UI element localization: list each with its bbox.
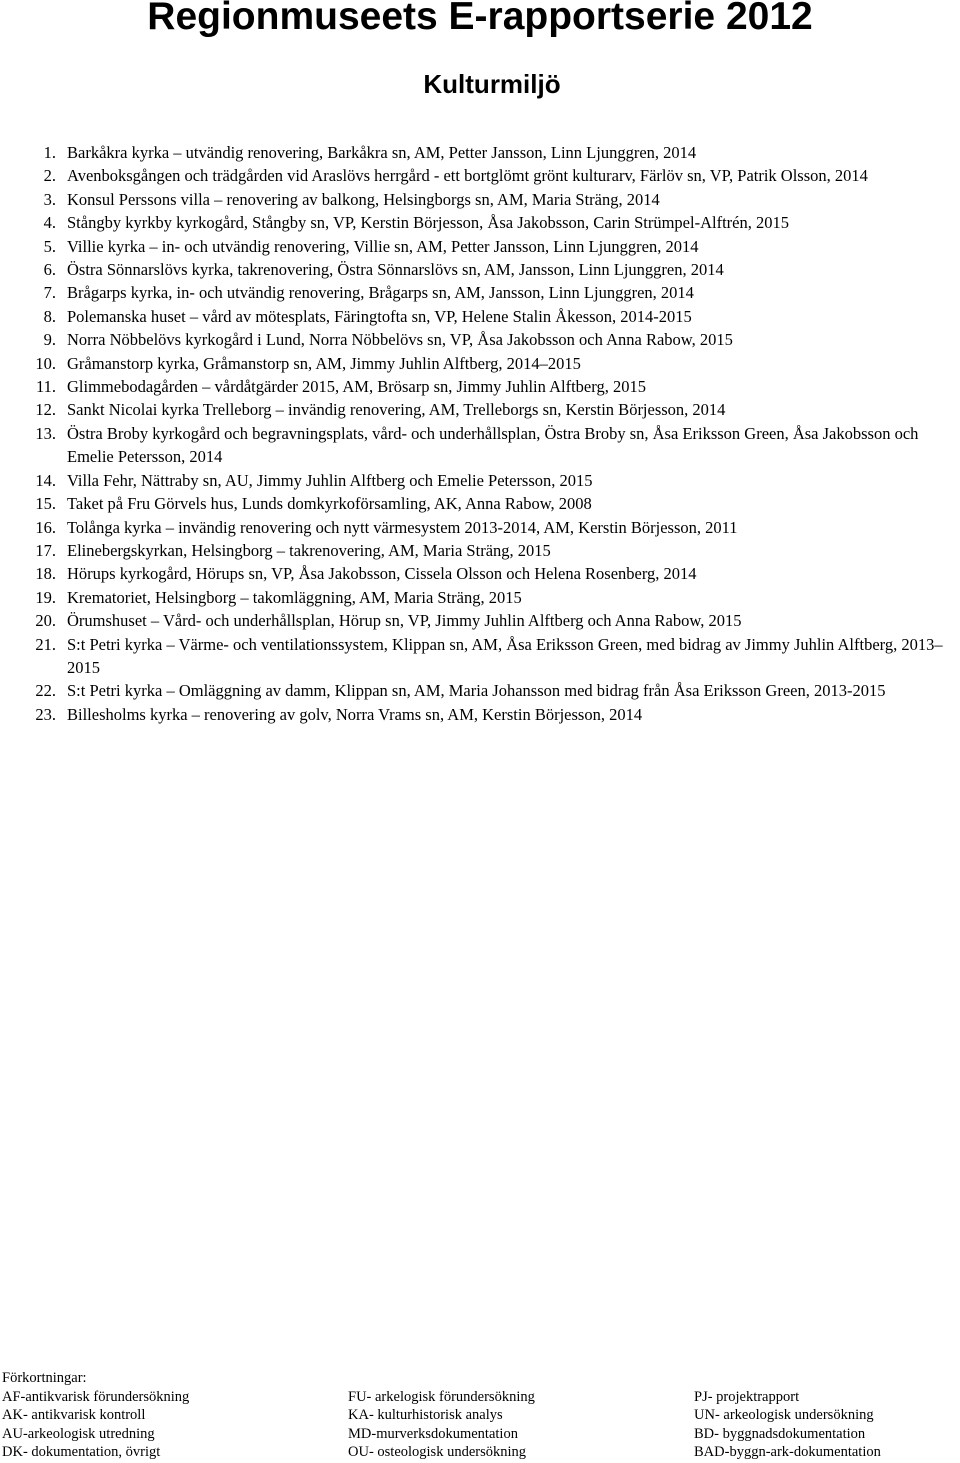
report-list-item xyxy=(0,258,960,281)
report-item-number: 14. xyxy=(35,470,56,490)
abbreviations-column xyxy=(694,1388,960,1462)
report-item-text: Östra Sönnarslövs kyrka, takrenovering, Östra Sönnarslövs sn, AM, Jansson, Linn Ljunggren, 2014 xyxy=(67,260,724,280)
report-item-text: Örumshuset – Vård- och underhållsplan, Hörup sn, VP, Jimmy Juhlin Alftberg och Anna Rabow, 2015 xyxy=(67,611,742,631)
report-item-text: Glimmebodagården – vårdåtgärder 2015, AM, Brösarp sn, Jimmy Juhlin Alftberg, 2015 xyxy=(67,377,646,397)
report-item-text: Elinebergskyrkan, Helsingborg – takrenovering, AM, Maria Sträng, 2015 xyxy=(67,540,551,560)
report-list-item xyxy=(0,211,960,234)
abbreviation-entry: DK- dokumentation, övrigt xyxy=(2,1444,161,1461)
report-item-text: Taket på Fru Görvels hus, Lunds domkyrkoförsamling, AK, Anna Rabow, 2008 xyxy=(67,494,592,514)
report-item-number: 17. xyxy=(35,540,56,560)
abbreviations-section xyxy=(2,1369,960,1462)
report-list-item xyxy=(0,422,960,469)
report-list-item xyxy=(0,516,960,539)
report-list-item xyxy=(0,492,960,515)
abbreviations-heading: Förkortningar: xyxy=(2,1370,87,1386)
report-list-item xyxy=(0,703,960,726)
report-list-item xyxy=(0,679,960,702)
report-item-number: 22. xyxy=(35,681,56,701)
report-list-item xyxy=(0,633,960,680)
report-item-text: Brågarps kyrka, in- och utvändig renovering, Brågarps sn, AM, Jansson, Linn Ljunggren, 2014 xyxy=(67,283,694,303)
abbreviation-entry: FU- arkelogisk förundersökning xyxy=(348,1388,535,1405)
report-list-item xyxy=(0,281,960,304)
report-list-item xyxy=(0,398,960,421)
section-title: Kulturmiljö xyxy=(423,69,561,99)
report-list-item xyxy=(0,609,960,632)
abbreviations-grid xyxy=(2,1388,960,1462)
abbreviation-entry: MD-murverksdokumentation xyxy=(348,1425,518,1442)
report-item-text: Stångby kyrkby kyrkogård, Stångby sn, VP, Kerstin Börjesson, Åsa Jakobsson, Carin Strümpel-Alftrén, 2015 xyxy=(67,213,789,233)
report-item-number: 5. xyxy=(43,236,56,256)
report-item-text: Polemanska huset – vård av mötesplats, Färingtofta sn, VP, Helene Stalin Åkesson, 2014-2015 xyxy=(67,306,692,326)
report-item-number: 7. xyxy=(43,283,56,303)
report-list-item xyxy=(0,188,960,211)
report-item-text: Tolånga kyrka – invändig renovering och nytt värmesystem 2013-2014, AM, Kerstin Börjesson, 2011 xyxy=(67,517,738,537)
report-item-number: 19. xyxy=(35,587,56,607)
report-item-text: Villie kyrka – in- och utvändig renovering, Villie sn, AM, Petter Jansson, Linn Ljunggren, 2014 xyxy=(67,236,699,256)
abbreviation-entry: AU-arkeologisk utredning xyxy=(2,1425,155,1442)
report-item-text: Gråmanstorp kyrka, Gråmanstorp sn, AM, Jimmy Juhlin Alftberg, 2014–2015 xyxy=(67,353,581,373)
report-item-text: Östra Broby kyrkogård och begravningsplats, vård- och underhållsplan, Östra Broby sn, Åsa Eriksson Green, Åsa Jakobsson och Emelie Petersson, 2014 xyxy=(67,423,919,467)
report-list-item xyxy=(0,469,960,492)
report-item-text: Norra Nöbbelövs kyrkogård i Lund, Norra Nöbbelövs sn, VP, Åsa Jakobsson och Anna Rabow, 2015 xyxy=(67,330,733,350)
report-item-text: Hörups kyrkogård, Hörups sn, VP, Åsa Jakobsson, Cissela Olsson och Helena Rosenberg, 2014 xyxy=(67,564,697,584)
report-list-item xyxy=(0,305,960,328)
report-item-number: 23. xyxy=(35,704,56,724)
report-item-text: Konsul Perssons villa – renovering av balkong, Helsingborgs sn, AM, Maria Sträng, 2014 xyxy=(67,189,660,209)
report-item-number: 6. xyxy=(43,260,56,280)
report-item-number: 18. xyxy=(35,564,56,584)
report-item-text: Avenboksgången och trädgården vid Araslövs herrgård - ett bortglömt grönt kulturarv, Färlöv sn, VP, Patrik Olsson, 2014 xyxy=(67,166,868,186)
report-item-number: 8. xyxy=(43,306,56,326)
report-item-number: 13. xyxy=(35,423,56,443)
abbreviation-entry: UN- arkeologisk undersökning xyxy=(694,1407,874,1424)
report-item-number: 3. xyxy=(43,189,56,209)
abbreviation-entry: BD- byggnadsdokumentation xyxy=(694,1425,866,1442)
report-item-text: Barkåkra kyrka – utvändig renovering, Barkåkra sn, AM, Petter Jansson, Linn Ljunggren, 2014 xyxy=(67,143,697,162)
report-list xyxy=(0,141,960,726)
report-item-number: 2. xyxy=(43,166,56,186)
report-list-item xyxy=(0,562,960,585)
report-item-text: S:t Petri kyrka – Värme- och ventilationssystem, Klippan sn, AM, Åsa Eriksson Green, med bidrag av Jimmy Juhlin Alftberg, 2013–2015 xyxy=(67,634,943,677)
report-list-item xyxy=(0,141,960,164)
report-list-item xyxy=(0,539,960,562)
report-item-number: 21. xyxy=(35,634,56,654)
report-list-item xyxy=(0,352,960,375)
report-list-item xyxy=(0,375,960,398)
report-item-number: 20. xyxy=(35,611,56,631)
report-item-text: Billesholms kyrka – renovering av golv, Norra Vrams sn, AM, Kerstin Börjesson, 2014 xyxy=(67,704,643,724)
report-item-number: 4. xyxy=(43,213,56,233)
report-item-text: Krematoriet, Helsingborg – takomläggning, AM, Maria Sträng, 2015 xyxy=(67,587,522,607)
abbreviation-entry: BAD-byggn-ark-dokumentation xyxy=(694,1444,881,1461)
abbreviation-entry: AF-antikvarisk förundersökning xyxy=(2,1388,190,1405)
abbreviation-entry: OU- osteologisk undersökning xyxy=(348,1444,527,1461)
report-list-item xyxy=(0,586,960,609)
page-title: Regionmuseets E-rapportserie 2012 xyxy=(147,0,813,38)
report-list-item xyxy=(0,328,960,351)
report-list-item xyxy=(0,235,960,258)
report-item-text: Sankt Nicolai kyrka Trelleborg – invändig renovering, AM, Trelleborgs sn, Kerstin Börjesson, 2014 xyxy=(67,400,726,420)
abbreviations-column xyxy=(2,1388,348,1462)
report-item-text: Villa Fehr, Nättraby sn, AU, Jimmy Juhlin Alftberg och Emelie Petersson, 2015 xyxy=(67,470,593,490)
report-item-number: 11. xyxy=(35,377,56,397)
report-item-number: 10. xyxy=(35,353,56,373)
abbreviation-entry: PJ- projektrapport xyxy=(694,1388,800,1405)
abbreviation-entry: AK- antikvarisk kontroll xyxy=(2,1407,146,1424)
report-item-number: 15. xyxy=(35,494,56,514)
report-list-item xyxy=(0,164,960,187)
abbreviations-column xyxy=(348,1388,694,1462)
report-item-number: 12. xyxy=(35,400,56,420)
report-item-number: 9. xyxy=(43,330,56,350)
report-item-number: 1. xyxy=(43,143,56,162)
abbreviation-entry: KA- kulturhistorisk analys xyxy=(348,1407,503,1424)
report-item-number: 16. xyxy=(35,517,56,537)
report-item-text: S:t Petri kyrka – Omläggning av damm, Klippan sn, AM, Maria Johansson med bidrag från Åsa Eriksson Green, 2013-2015 xyxy=(67,681,886,701)
